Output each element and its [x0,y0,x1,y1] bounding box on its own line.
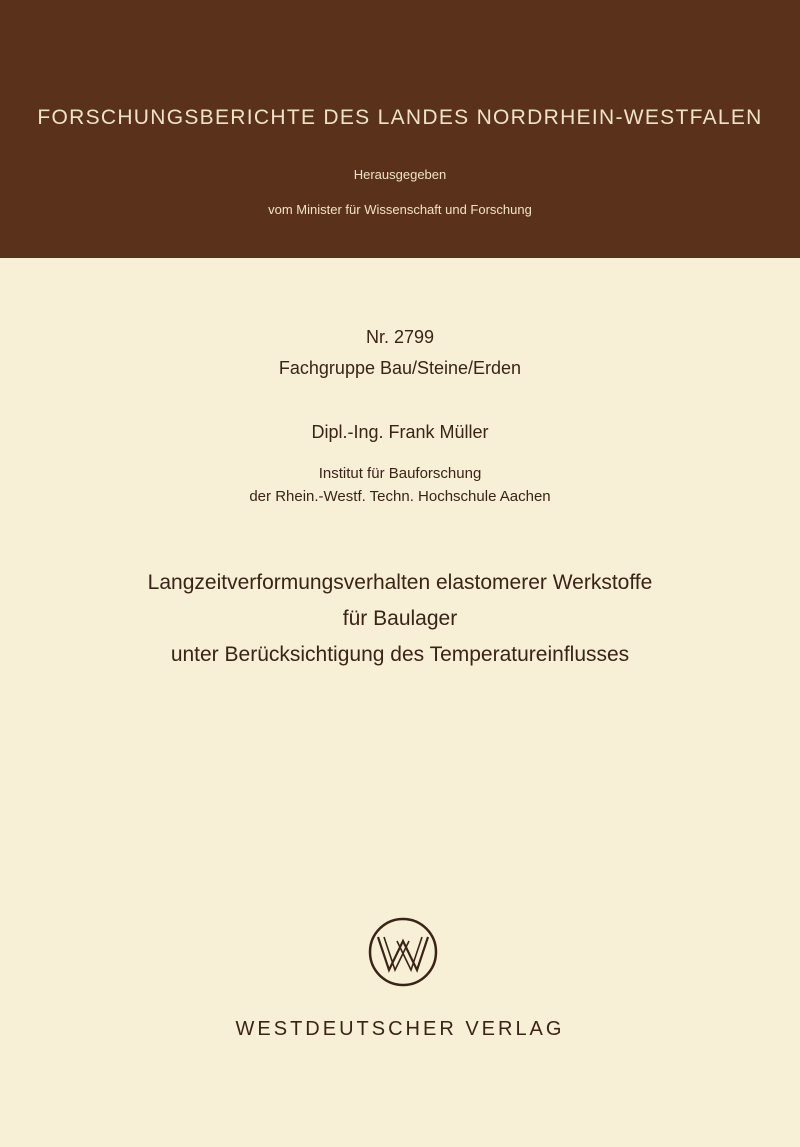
header-band [0,0,800,258]
author-name: Dipl.-Ing. Frank Müller [311,422,489,442]
editor-label: Herausgegeben [353,167,447,182]
book-title-line-2: für Baulager [342,607,458,630]
editor-name: vom Minister für Wissenschaft und Forschung [268,202,532,217]
publisher-name: WESTDEUTSCHER VERLAG [235,1018,565,1040]
subject-group: Fachgruppe Bau/Steine/Erden [278,358,522,378]
report-number: Nr. 2799 [365,327,435,347]
series-title: FORSCHUNGSBERICHTE DES LANDES NORDRHEIN-WESTFALEN [37,106,763,129]
book-title-line-1: Langzeitverformungsverhalten elastomerer Werkstoffe [147,571,653,594]
book-title-line-3: unter Berücksichtigung des Temperatureinflusses [170,643,630,666]
institute-line-1: Institut für Bauforschung [318,465,482,482]
publisher-logo-icon [368,917,438,992]
institute-line-2: der Rhein.-Westf. Techn. Hochschule Aachen [249,488,551,505]
